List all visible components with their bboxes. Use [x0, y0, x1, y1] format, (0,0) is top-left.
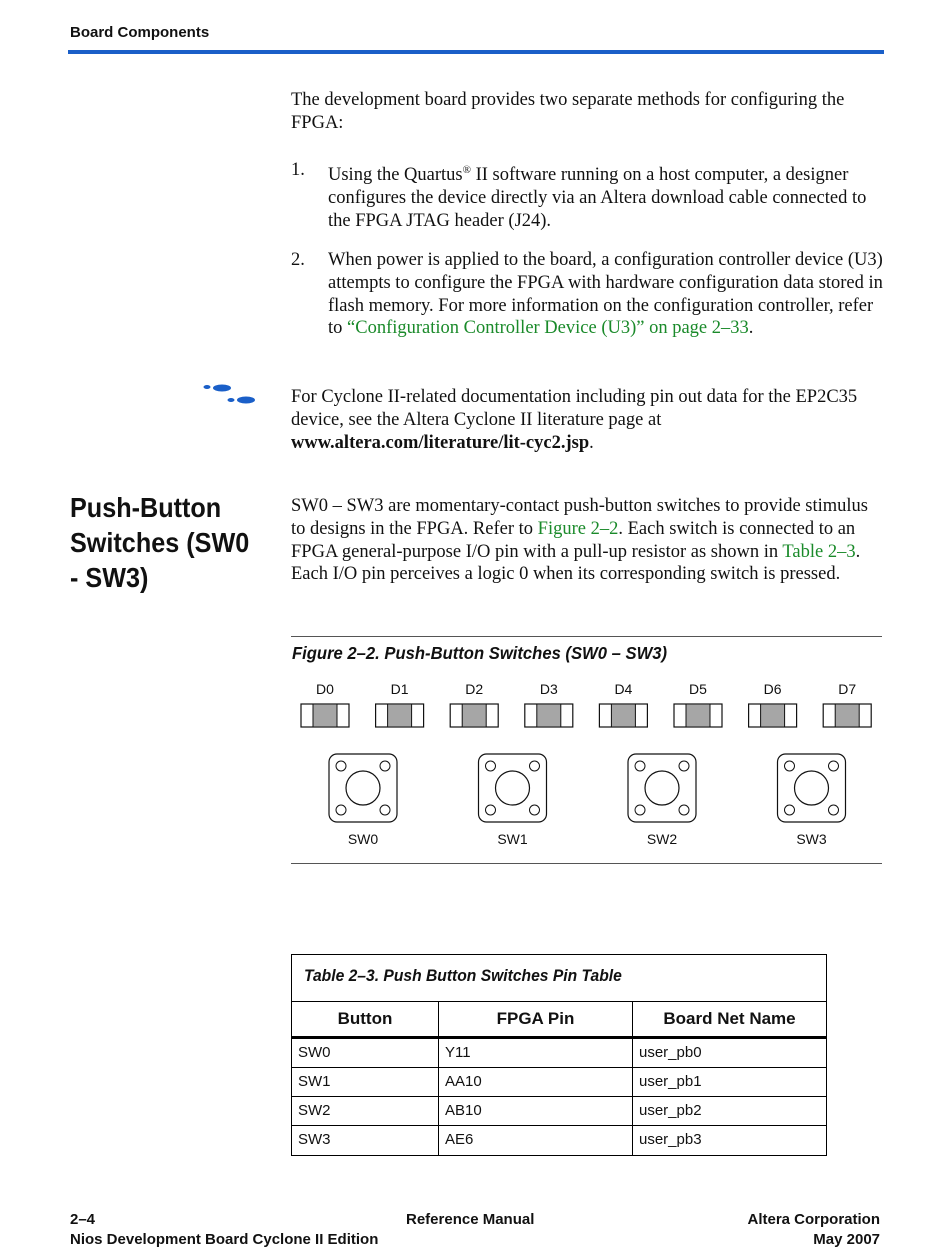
- column-header: Board Net Name: [663, 1009, 796, 1028]
- header-rule: [68, 50, 884, 54]
- footer-date: May 2007: [813, 1231, 880, 1248]
- table-cell: AA10: [439, 1068, 633, 1096]
- table-cell: SW3: [292, 1126, 439, 1155]
- switch-pin: [829, 761, 839, 771]
- switch-pin: [635, 761, 645, 771]
- led-label: D3: [539, 681, 558, 697]
- led-lens: [462, 704, 486, 727]
- switch-pin: [785, 761, 795, 771]
- led-label: D2: [465, 681, 484, 697]
- table-row: [292, 1068, 826, 1097]
- led-lens: [537, 704, 561, 727]
- switch-pin: [380, 805, 390, 815]
- switch-label: SW0: [347, 831, 379, 847]
- table-cell: user_pb1: [639, 1073, 702, 1090]
- table-cell: AB10: [439, 1097, 633, 1125]
- column-header: FPGA Pin: [439, 1002, 633, 1036]
- switch-actuator: [645, 771, 679, 805]
- switch-actuator: [496, 771, 530, 805]
- list-number: 1.: [291, 160, 305, 180]
- running-header: Board Components: [70, 24, 210, 41]
- switch-pin: [679, 805, 689, 815]
- switch-pin: [635, 805, 645, 815]
- figure-link[interactable]: Figure 2–2: [537, 518, 619, 539]
- switch-pin: [336, 805, 346, 815]
- push-button-figure: [291, 676, 882, 856]
- led-lens: [313, 704, 337, 727]
- table-row: [292, 1097, 826, 1126]
- note-paragraph: For Cyclone II-related documentation including pin out data for the EP2C35 device, see the Altera Cyclone II literature page at www.altera.com/literature/lit-cyc2.jsp.: [291, 387, 858, 453]
- table-caption: Table 2–3. Push Button Switches Pin Table: [292, 955, 826, 1002]
- pin-table: [291, 954, 827, 1156]
- column-header: Button: [292, 1002, 439, 1036]
- table-cell: user_pb3: [639, 1131, 702, 1148]
- table-cell: SW2: [292, 1097, 439, 1125]
- switch-pin: [530, 761, 540, 771]
- led-lens: [761, 704, 785, 727]
- table-link[interactable]: Table 2–3: [782, 541, 856, 562]
- switches-paragraph: SW0 – SW3 are momentary-contact push-button switches to provide stimulus to designs in the FPGA. Refer to Figure 2–2. Each switch is connected to an FPGA general-purpose I/O pin with a pull-up resistor as shown in Table 2–3. Each I/O pin perceives a logic 0 when its corresponding switch is pressed.: [291, 496, 868, 585]
- config-controller-link[interactable]: “Configuration Controller Device (U3)” on page 2–33: [347, 318, 749, 339]
- led-label: D5: [689, 681, 707, 697]
- led-label: D4: [614, 681, 633, 697]
- switch-pin: [530, 805, 540, 815]
- table-cell: user_pb0: [639, 1044, 702, 1061]
- table-header-row: [292, 1002, 826, 1039]
- switch-pin: [486, 761, 496, 771]
- led-label: D7: [838, 681, 857, 697]
- led-lens: [686, 704, 710, 727]
- footprints-note-icon: [200, 382, 258, 406]
- footer-edition: Nios Development Board Cyclone II Edition: [70, 1231, 379, 1248]
- led-lens: [611, 704, 635, 727]
- switch-actuator: [795, 771, 829, 805]
- table-cell: SW1: [292, 1068, 439, 1096]
- switch-pin: [486, 805, 496, 815]
- footer-company: Altera Corporation: [747, 1211, 880, 1228]
- list-text: When power is applied to the board, a configuration controller device (U3) attempts to configure the FPGA with hardware configuration data stored in flash memory. For more information on the configuration controller, refer to “Configuration Controller Device (U3)” on page 2–33.: [328, 250, 883, 339]
- switch-label: SW1: [497, 831, 528, 847]
- figure-caption: Figure 2–2. Push-Button Switches (SW0 – SW3): [292, 643, 668, 663]
- switch-pin: [679, 761, 689, 771]
- list-text: Using the Quartus® II software running on a host computer, a designer configures the device directly via an Altera download cable connected to the FPGA JTAG header (J24).: [328, 164, 867, 231]
- switch-actuator: [346, 771, 380, 805]
- led-label: D6: [763, 681, 782, 697]
- list-number: 2.: [291, 250, 305, 270]
- led-lens: [835, 704, 859, 727]
- section-title: Push-Button Switches (SW0 - SW3): [70, 492, 250, 593]
- intro-paragraph: The development board provides two separate methods for configuring the FPGA:: [291, 90, 845, 133]
- switch-pin: [380, 761, 390, 771]
- figure-rule-bottom: [291, 863, 882, 864]
- figure-rule-top: [291, 636, 882, 637]
- table-cell: AE6: [439, 1126, 633, 1155]
- led-lens: [388, 704, 412, 727]
- literature-url[interactable]: www.altera.com/literature/lit-cyc2.jsp: [291, 432, 590, 453]
- led-label: D0: [316, 681, 334, 697]
- switch-label: SW3: [796, 831, 827, 847]
- switch-pin: [785, 805, 795, 815]
- table-cell: SW0: [292, 1039, 439, 1067]
- table-cell: Y11: [439, 1039, 633, 1067]
- led-label: D1: [390, 681, 409, 697]
- footer-doc-title: Reference Manual: [406, 1211, 535, 1228]
- table-cell: user_pb2: [639, 1102, 702, 1119]
- switch-pin: [829, 805, 839, 815]
- switch-label: SW2: [646, 831, 678, 847]
- footer-page-number: 2–4: [70, 1211, 96, 1228]
- switch-pin: [336, 761, 346, 771]
- table-row: [292, 1039, 826, 1068]
- table-row: [292, 1126, 826, 1155]
